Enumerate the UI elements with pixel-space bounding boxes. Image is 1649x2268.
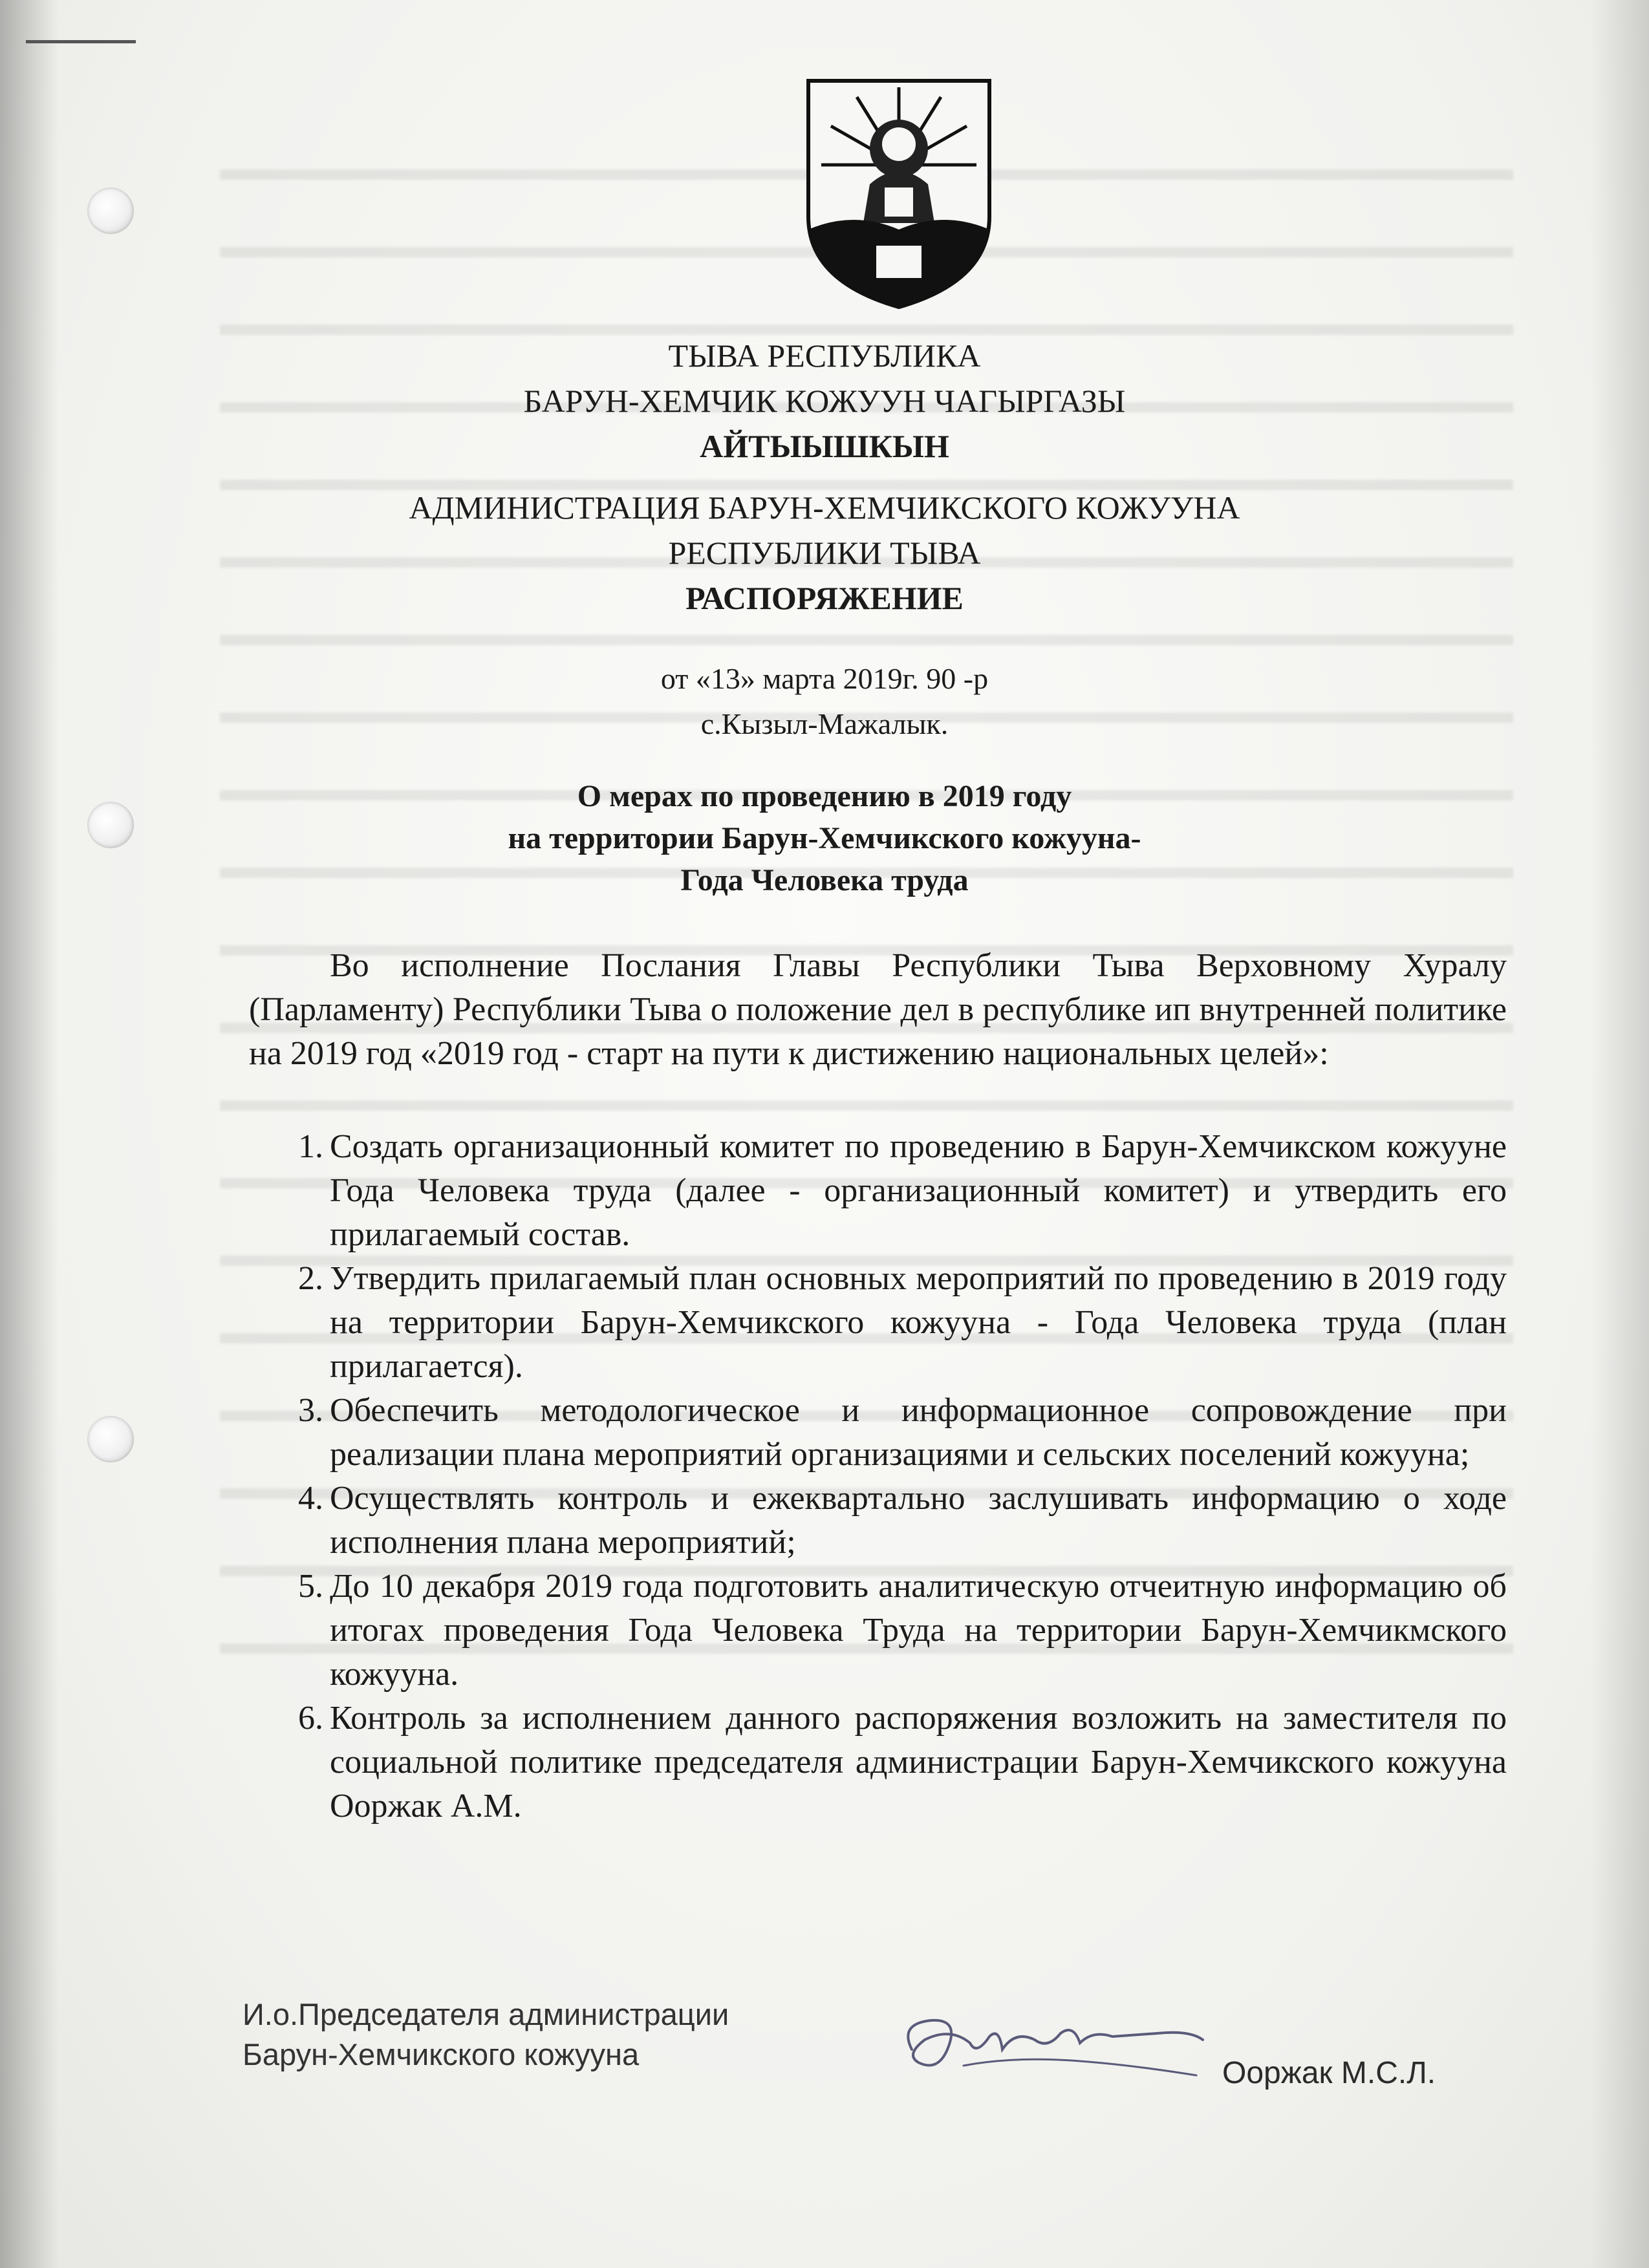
header-administration-tuvan: БАРУН-ХЕМЧИК КОЖУУН ЧАГЫРГАЗЫ xyxy=(523,383,1126,419)
item-number: 5. xyxy=(298,1568,323,1605)
item-number: 6. xyxy=(298,1700,323,1737)
item-number: 2. xyxy=(298,1260,323,1297)
document-date-number: от «13» марта 2019г. 90 -р xyxy=(660,662,989,695)
item-text: Контроль за исполнением данного распоряжения возложить на заместителя по социальной политике председателя администрации Барун-Хемчикского кожууна Ооржак А.М. xyxy=(330,1700,1507,1824)
header-doc-type-russian: РАСПОРЯЖЕНИЕ xyxy=(685,580,964,616)
item-number: 3. xyxy=(298,1392,323,1429)
punch-hole-top xyxy=(87,187,134,234)
header-doc-type-tuvan: АЙТЫЫШКЫН xyxy=(700,428,949,464)
order-items-list xyxy=(272,1125,1507,1828)
document-title-line2: на территории Барун-Хемчикского кожууна- xyxy=(508,821,1141,855)
item-text: До 10 декабря 2019 года подготовить аналитическую отчеитную информацию об итогах проведения Года Человека Труда на территории Барун-Хемчикмского кожууна. xyxy=(330,1568,1507,1693)
signatory-position-line1: И.о.Председателя администрации xyxy=(242,1997,729,2031)
list-item xyxy=(272,1257,1507,1389)
list-item xyxy=(272,1125,1507,1257)
intro-paragraph: Во исполнение Послания Главы Республики Тыва Верховному Хуралу (Парламенту) Республики Тыва о положение дел в республике ип внутренней политике на 2019 год «2019 год - старт на пути к дистижению национальных целей»: xyxy=(249,947,1507,1072)
header-republic-russian: РЕСПУБЛИКИ ТЫВА xyxy=(668,535,981,571)
item-number: 1. xyxy=(298,1128,323,1165)
punch-hole-lower xyxy=(87,1416,134,1462)
item-text: Осуществлять контроль и ежеквартально заслушивать информацию о ходе исполнения плана мероприятий; xyxy=(330,1480,1507,1561)
document-place: с.Кызыл-Мажалык. xyxy=(700,707,949,740)
signatory-name: Ооржак М.С.Л. xyxy=(1222,2056,1436,2090)
item-text: Утвердить прилагаемый план основных мероприятий по проведению в 2019 году на территории Барун-Хемчикского кожууна - Года Человека труда (план прилагается). xyxy=(330,1260,1507,1385)
item-text: Обеспечить методологическое и информационное сопровождение при реализации плана мероприятий организациями и сельских поселений кожууна; xyxy=(330,1392,1507,1473)
list-item xyxy=(272,1477,1507,1565)
list-item xyxy=(272,1696,1507,1828)
item-text: Создать организационный комитет по проведению в Барун-Хемчикском кожууне Года Человека труда (далее - организационный комитет) и утвердить его прилагаемый состав. xyxy=(330,1128,1507,1253)
document-title-line3: Года Человека труда xyxy=(680,863,969,897)
coat-of-arms-icon xyxy=(795,68,1002,314)
list-item xyxy=(272,1389,1507,1477)
item-number: 4. xyxy=(298,1480,323,1517)
header-republic-tuvan: ТЫВА РЕСПУБЛИКА xyxy=(668,337,981,374)
handwritten-signature xyxy=(886,2004,1209,2088)
document-title-line1: О мерах по проведению в 2019 году xyxy=(577,779,1072,813)
scan-mark xyxy=(26,40,136,43)
signatory-position-line2: Барун-Хемчикского кожууна xyxy=(242,2037,640,2071)
header-administration-russian: АДМИНИСТРАЦИЯ БАРУН-ХЕМЧИКСКОГО КОЖУУНА xyxy=(409,489,1240,526)
list-item xyxy=(272,1565,1507,1696)
